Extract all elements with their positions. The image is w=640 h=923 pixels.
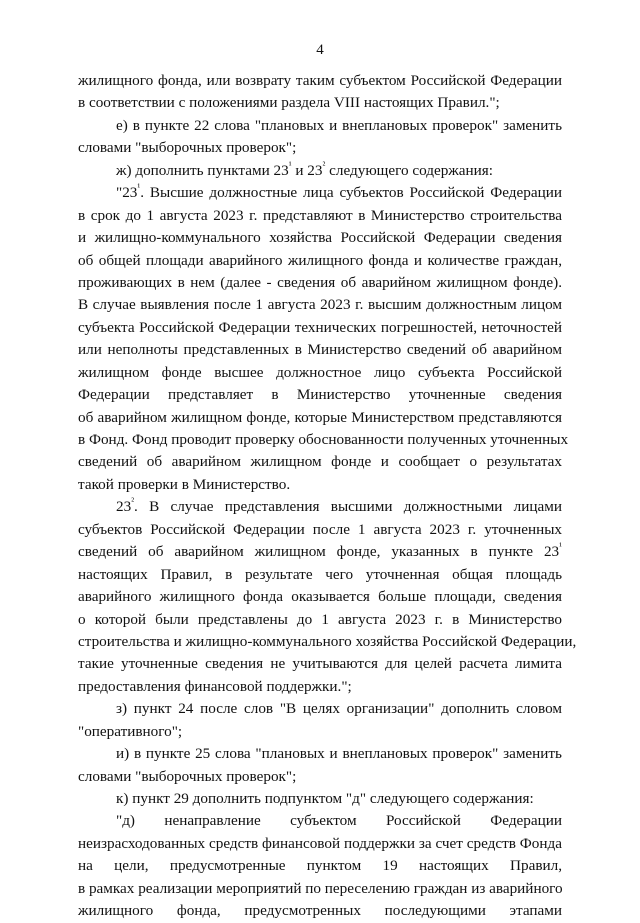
text-line: ж) дополнить пунктами $23^{^1}$ и $23^{^2}$ следующего содержания: [116,160,493,179]
text-line: строительства и жилищно-коммунального хозяйства Российской Федерации, [78,632,577,650]
text-line: сведений об аварийном жилищном фонде, указанных в пункте $23^{^1}$ [78,542,562,561]
text-line: е) в пункте 22 слова "плановых и внеплановых проверок" заменить [116,116,562,134]
text-line: такой проверки в Министерство. [78,475,291,493]
text-line: проживающих в нем (далее - сведения об аварийном жилищном фонде). [78,273,562,291]
text-line: в рамках реализации мероприятий по переселению граждан из аварийного [78,879,563,897]
text-line: на цели, предусмотренные пунктом 19 настоящих Правил, [78,857,562,875]
text-line: такие уточненные сведения не учитываются для целей расчета лимита [78,655,562,673]
text-line: жилищного фонда, предусмотренных последующими этапами [78,902,562,920]
document-body [78,70,577,923]
text-line: неизрасходованных средств финансовой поддержки за счет средств Фонда [78,834,562,852]
text-line: аварийного жилищного фонда оказывается больше площади, сведения [78,588,562,606]
text-line: и) в пункте 25 слова "плановых и внеплановых проверок" заменить [116,745,562,763]
text-line: Федерации представляет в Министерство уточненные сведения [78,386,562,404]
page-number: 4 [316,42,324,58]
text-line: жилищном фонде высшее должностное лицо субъекта Российской [78,363,562,381]
text-line: словами "выборочных проверок"; [78,767,297,785]
text-line: предоставления финансовой поддержки."; [78,677,352,695]
text-line: в Фонд. Фонд проводит проверку обоснованности полученных уточненных [78,431,569,448]
text-line: субъектов Российской Федерации после 1 августа 2023 г. уточненных [78,520,562,538]
text-line: "оперативного"; [78,722,183,740]
text-line: "$23^{^1}$. Высшие должностные лица субъектов Российской Федерации [116,183,562,202]
text-line: об аварийном жилищном фонде, которые Министерством представляются [78,408,562,426]
text-line: $23^{^2}$. В случае представления высшими должностными лицами [116,497,562,516]
text-line: В случае выявления после 1 августа 2023 г. высшим должностным лицом [78,296,562,314]
text-line: настоящих Правил, в результате чего уточненная общая площадь [78,565,562,583]
text-line: в срок до 1 августа 2023 г. представляют в Министерство строительства [78,206,562,224]
text-line: з) пункт 24 после слов "В целях организации" дополнить словом [116,700,562,718]
text-line: сведений об аварийном жилищном фонде и сообщает о результатах [78,453,562,471]
text-line: об общей площади аварийного жилищного фонда и количестве граждан, [78,251,562,269]
text-line: о которой были представлены до 1 августа 2023 г. в Министерство [78,610,562,628]
text-line: и жилищно-коммунального хозяйства Российской Федерации сведения [78,229,562,247]
text-line: "д) ненаправление субъектом Российской Федерации [116,812,562,830]
text-line: или неполноты представленных в Министерство сведений об аварийном [78,341,562,359]
text-line: к) пункт 29 дополнить подпунктом "д" следующего содержания: [116,790,534,807]
text-line: субъекта Российской Федерации технических погрешностей, неточностей [78,318,562,336]
text-line: словами "выборочных проверок"; [78,139,297,157]
text-line: в соответствии с положениями раздела VIII настоящих Правил."; [78,94,500,112]
text-line: жилищного фонда, или возврату таким субъектом Российской Федерации [78,72,562,89]
